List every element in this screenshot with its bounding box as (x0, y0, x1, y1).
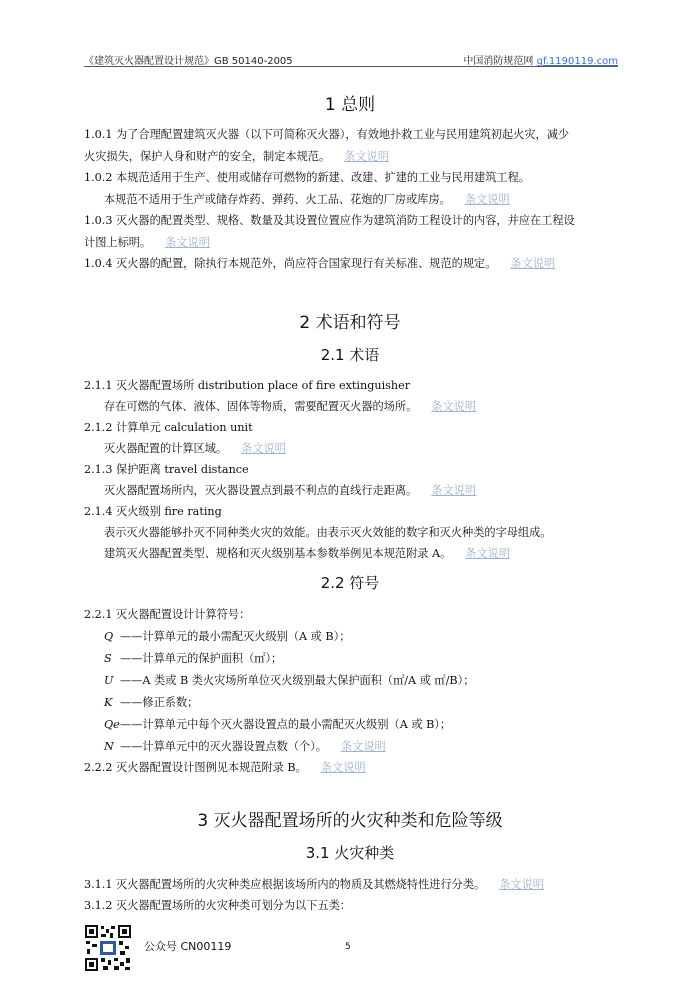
symbol-name: Q (104, 630, 114, 643)
term-2-1-2: 2.1.2 计算单元 calculation unit (84, 421, 253, 434)
symbol-name: K (104, 696, 113, 709)
symbol-name: U (104, 674, 114, 687)
header-site-name: 中国消防规范网 (463, 56, 534, 67)
explanation-link[interactable]: 条文说明 (499, 878, 544, 891)
header-site-link[interactable]: gf.1190119.com (536, 56, 618, 67)
term-2-1-4-def: 表示灭火器能够扑灭不同种类火灾的效能。由表示灭火效能的数字和灭火种类的字母组成。 (104, 526, 552, 539)
explanation-link[interactable]: 条文说明 (241, 442, 286, 455)
symbol-row: Q ——计算单元的最小需配灭火级别（A 或 B）； (104, 630, 351, 643)
symbol-row: N ——计算单元中的灭火器设置点数（个）。 条文说明 (104, 740, 386, 753)
term-2-1-3-def: 灭火器配置场所内，灭火器设置点到最不利点的直线行走距离。 条文说明 (104, 484, 477, 497)
symbol-name: Qe (104, 718, 120, 731)
term-2-1-4-note: 建筑灭火器配置类型、规格和灭火级别基本参数举例见本规范附录 A。 条文说明 (104, 547, 511, 560)
symbol-row: K ——修正系数； (104, 696, 199, 709)
footer-wechat-account: 公众号 CN00119 (144, 940, 232, 953)
explanation-link[interactable]: 条文说明 (320, 761, 366, 774)
explanation-link[interactable]: 条文说明 (431, 484, 477, 497)
chapter-1-title: 1 总则 (324, 95, 376, 115)
clause-1-0-3-line2: 计图上标明。 条文说明 (84, 236, 210, 249)
section-2-2-title: 2.2 符号 (320, 574, 380, 592)
qr-code-icon (84, 924, 132, 972)
chapter-2-title: 2 术语和符号 (299, 313, 401, 333)
clause-1-0-1-line1: 1.0.1 为了合理配置建筑灭火器（以下可简称灭火器），有效地扑救工业与民用建筑初起火灾，减少 (84, 128, 570, 141)
term-2-1-3: 2.1.3 保护距离 travel distance (84, 463, 249, 476)
clause-3-1-1: 3.1.1 灭火器配置场所的火灾种类应根据该场所内的物质及其燃烧特性进行分类。 条文说明 (84, 878, 544, 891)
clause-1-0-2: 1.0.2 本规范适用于生产、使用或储存可燃物的新建、改建、扩建的工业与民用建筑工程。 (84, 171, 530, 184)
symbol-row: U ——A 类或 B 类火灾场所单位灭火级别最大保护面积（㎡/A 或 ㎡/B）； (104, 674, 475, 687)
explanation-link[interactable]: 条文说明 (431, 400, 477, 413)
explanation-link[interactable]: 条文说明 (344, 150, 389, 163)
term-2-1-4: 2.1.4 灭火级别 fire rating (84, 505, 222, 518)
clause-1-0-4: 1.0.4 灭火器的配置，除执行本规范外，尚应符合国家现行有关标准、规范的规定。 条文说明 (84, 257, 556, 270)
header-title: 《建筑灭火器配置设计规范》GB 50140-2005 (84, 56, 293, 67)
page-number: 5 (345, 942, 351, 952)
term-2-1-2-def: 灭火器配置的计算区域。 条文说明 (104, 442, 286, 455)
explanation-link[interactable]: 条文说明 (510, 257, 556, 270)
symbol-name: S (104, 652, 112, 665)
clause-2-2-2: 2.2.2 灭火器配置设计图例见本规范附录 B。 条文说明 (84, 761, 366, 774)
section-3-1-title: 3.1 火灾种类 (305, 844, 395, 862)
clause-3-1-2: 3.1.2 灭火器配置场所的火灾种类可划分为以下五类： (84, 899, 351, 912)
explanation-link[interactable]: 条文说明 (340, 740, 386, 753)
term-2-1-1-def: 存在可燃的气体、液体、固体等物质，需要配置灭火器的场所。 条文说明 (104, 400, 477, 413)
explanation-link[interactable]: 条文说明 (464, 193, 510, 206)
chapter-3-title: 3 灭火器配置场所的火灾种类和危险等级 (197, 811, 503, 831)
header-divider (84, 66, 618, 67)
clause-1-0-2-note: 本规范不适用于生产或储存炸药、弹药、火工品、花炮的厂房或库房。 条文说明 (104, 193, 510, 206)
clause-1-0-3-line1: 1.0.3 灭火器的配置类型、规格、数量及其设置位置应作为建筑消防工程设计的内容，并应在工程设 (84, 214, 575, 227)
term-2-1-1: 2.1.1 灭火器配置场所 distribution place of fire extinguisher (84, 379, 411, 392)
explanation-link[interactable]: 条文说明 (165, 236, 210, 249)
symbol-row: Qe——计算单元中每个灭火器设置点的最小需配灭火级别（A 或 B）； (104, 718, 452, 731)
explanation-link[interactable]: 条文说明 (465, 547, 511, 560)
section-2-1-title: 2.1 术语 (320, 346, 380, 364)
header-site (463, 52, 618, 67)
clause-1-0-1-line2: 火灾损失，保护人身和财产的安全，制定本规范。 条文说明 (84, 150, 389, 163)
clause-2-2-1: 2.2.1 灭火器配置设计计算符号： (84, 608, 251, 621)
symbol-name: N (104, 740, 114, 753)
symbol-row: S ——计算单元的保护面积（㎡）； (104, 652, 283, 665)
